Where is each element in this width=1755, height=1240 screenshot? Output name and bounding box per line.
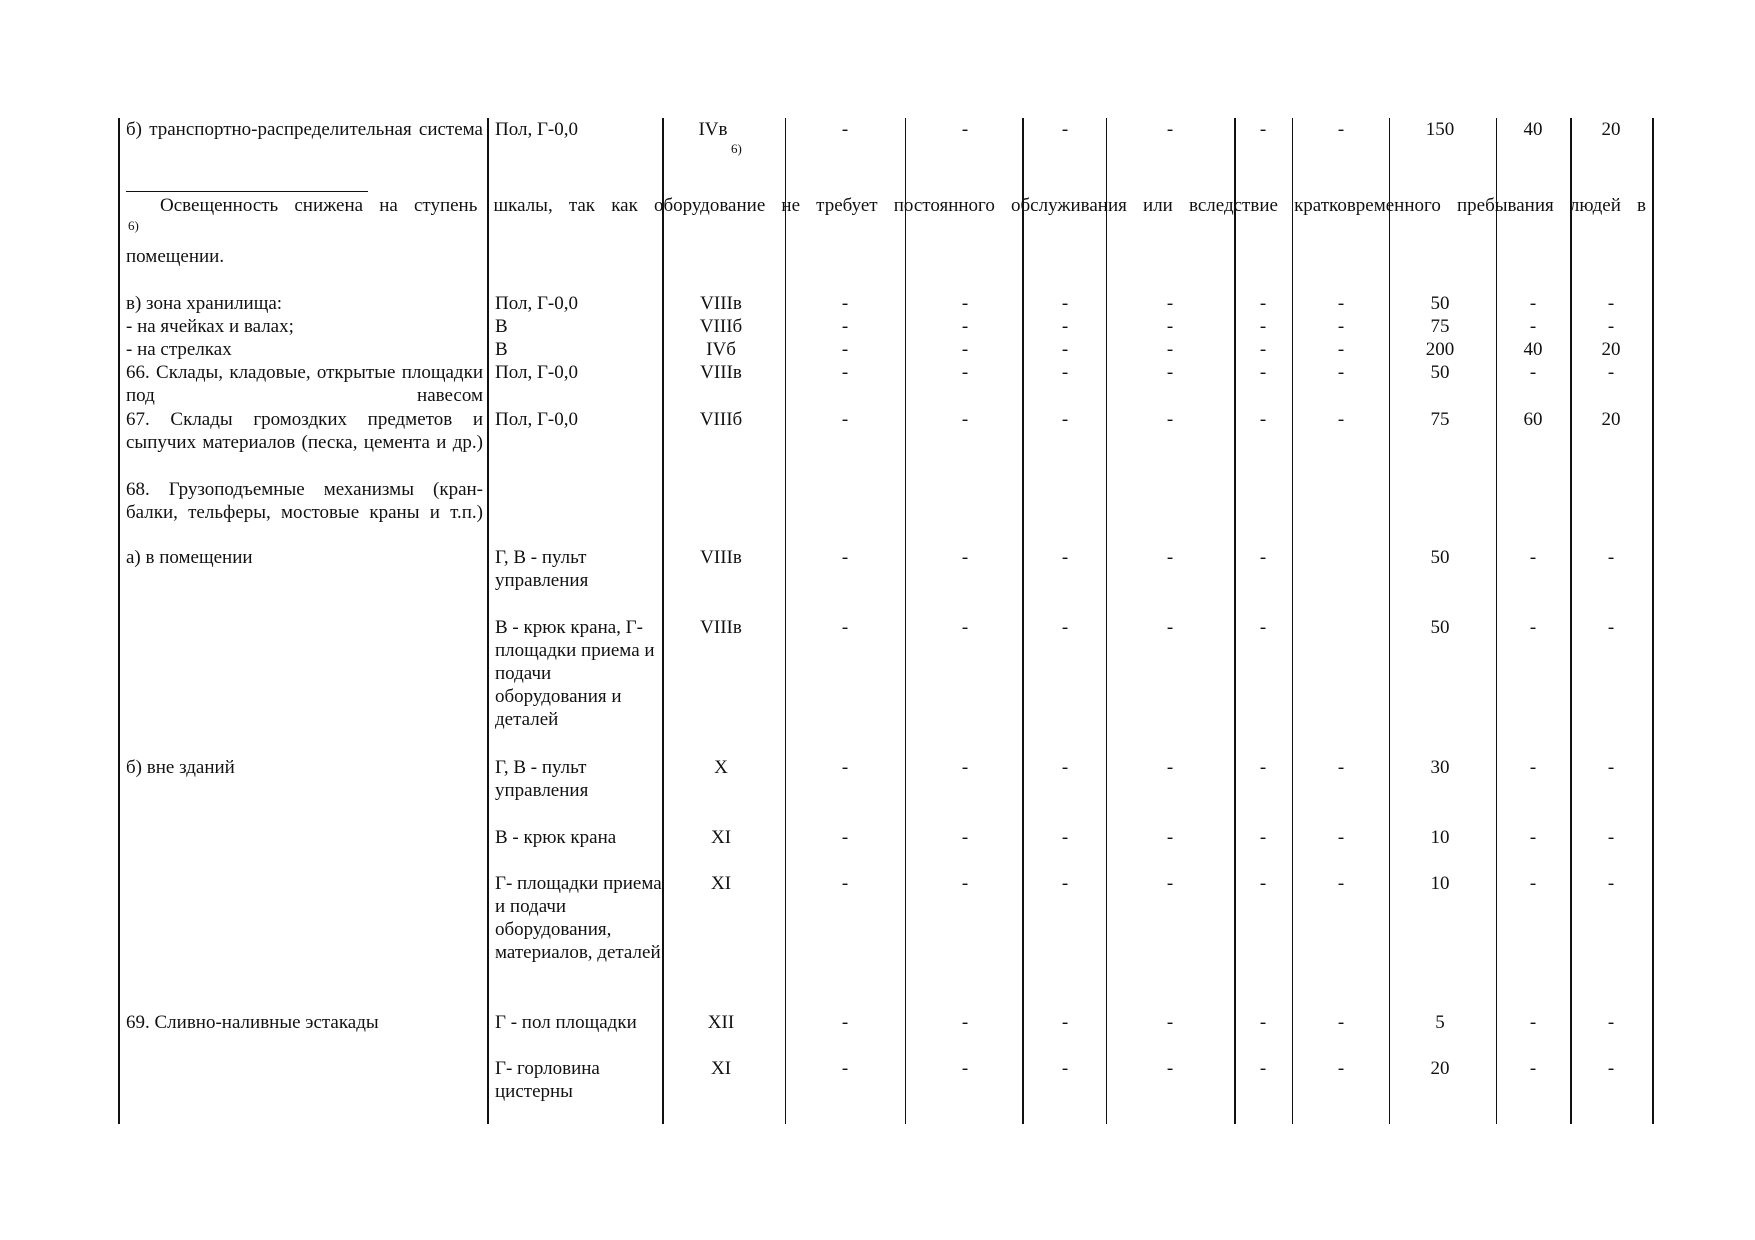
row-value: - — [1259, 617, 1267, 638]
row-value: - — [1337, 362, 1345, 383]
row-value: - — [1166, 339, 1174, 360]
row-value: - — [961, 339, 969, 360]
row-value: - — [841, 409, 849, 430]
row-value: - — [1259, 1058, 1267, 1079]
row-value: - — [1337, 757, 1345, 778]
row-value: 40 — [1523, 339, 1543, 360]
row-label: а) в помещении — [126, 547, 253, 568]
row-value: - — [1061, 362, 1069, 383]
row-label: - на ячейках и валах; — [126, 316, 294, 337]
row-value: 200 — [1425, 339, 1455, 360]
row-value: - — [1337, 827, 1345, 848]
row-value: - — [961, 293, 969, 314]
table-border-left — [118, 118, 120, 1124]
row-value: - — [1166, 873, 1174, 894]
row-value: - — [1166, 119, 1174, 140]
row-value: - — [1166, 617, 1174, 638]
row-value: - — [1061, 873, 1069, 894]
row-value: - — [961, 316, 969, 337]
row-value: - — [841, 1012, 849, 1033]
row-value: - — [961, 547, 969, 568]
row-value: - — [961, 617, 969, 638]
row-value: 20 — [1430, 1058, 1450, 1079]
row-value: - — [1337, 409, 1345, 430]
row-mount: Г- горловина цистерны — [495, 1058, 600, 1102]
row-class: XI — [710, 827, 732, 848]
row-value: - — [841, 617, 849, 638]
row-value: - — [1607, 1012, 1615, 1033]
row-mount: В — [495, 339, 508, 360]
row-value: - — [1259, 1012, 1267, 1033]
footnote-mark: 6) — [128, 218, 139, 233]
row-value: - — [1529, 873, 1537, 894]
row-value: - — [961, 362, 969, 383]
row-class: VIIIв — [700, 293, 742, 314]
row-value: - — [1061, 316, 1069, 337]
row-label: 66. Склады, кладовые, открытые площадки под навесом — [126, 362, 483, 406]
row-value: - — [1166, 1012, 1174, 1033]
row-mount: Г, В - пульт управления — [495, 757, 589, 801]
row-mount: Пол, Г-0,0 — [495, 409, 579, 430]
row-value: - — [1607, 316, 1615, 337]
row-value: - — [961, 409, 969, 430]
row-value: 50 — [1430, 362, 1450, 383]
row-value: - — [1259, 362, 1267, 383]
row-value: - — [1607, 617, 1615, 638]
row-value: - — [1607, 757, 1615, 778]
row-value: 20 — [1601, 119, 1621, 140]
row-value: 150 — [1425, 119, 1455, 140]
row-value: - — [1259, 409, 1267, 430]
footnote-ref: 6) — [731, 141, 742, 156]
row-value: - — [841, 547, 849, 568]
row-value: - — [1061, 409, 1069, 430]
row-value: - — [961, 757, 969, 778]
row-mount: Пол, Г-0,0 — [495, 293, 579, 314]
row-value: - — [1259, 119, 1267, 140]
row-value: - — [1259, 547, 1267, 568]
row-value: 75 — [1430, 409, 1450, 430]
row-value: 10 — [1430, 873, 1450, 894]
row-value: - — [1259, 339, 1267, 360]
row-class: VIIIв — [700, 362, 742, 383]
row-value: 30 — [1430, 757, 1450, 778]
row-value: - — [1529, 547, 1537, 568]
row-value: - — [1259, 316, 1267, 337]
row-value: - — [1529, 1058, 1537, 1079]
column-divider — [785, 118, 786, 1124]
row-value: - — [1061, 1058, 1069, 1079]
row-value: - — [1166, 1058, 1174, 1079]
row-value: - — [1607, 827, 1615, 848]
row-value: - — [841, 1058, 849, 1079]
row-value: - — [1337, 873, 1345, 894]
row-value: - — [961, 1012, 969, 1033]
row-value: - — [1166, 827, 1174, 848]
row-value: - — [1529, 362, 1537, 383]
row-value: - — [841, 757, 849, 778]
row-class: IVб — [706, 339, 736, 360]
row-value: 5 — [1435, 1012, 1445, 1033]
row-value: - — [961, 873, 969, 894]
row-value: - — [1529, 316, 1537, 337]
row-mount: Пол, Г-0,0 — [495, 119, 579, 140]
row-value: - — [1337, 293, 1345, 314]
row-class: VIIIв — [700, 547, 742, 568]
column-divider — [1022, 118, 1024, 1124]
row-mount: Пол, Г-0,0 — [495, 362, 579, 383]
row-value: - — [1337, 1058, 1345, 1079]
column-divider — [1292, 118, 1293, 1124]
row-class: VIIIб — [699, 409, 743, 430]
row-value: 50 — [1430, 617, 1450, 638]
row-value: - — [1607, 1058, 1615, 1079]
row-value: 50 — [1430, 547, 1450, 568]
row-value: 50 — [1430, 293, 1450, 314]
row-label: в) зона хранилища: — [126, 293, 283, 314]
row-class: XI — [710, 1058, 732, 1079]
row-class: VIIIв — [700, 617, 742, 638]
row-value: - — [1337, 339, 1345, 360]
row-value: 10 — [1430, 827, 1450, 848]
row-mount: В - крюк крана, Г- площадки приема и подачи оборудования и деталей — [495, 617, 655, 730]
row-mount: Г- площадки приема и подачи оборудования, материалов, деталей — [495, 873, 662, 963]
row-value: - — [841, 119, 849, 140]
row-value: - — [1529, 757, 1537, 778]
row-value: - — [1607, 873, 1615, 894]
row-value: - — [1166, 547, 1174, 568]
row-label: 67. Склады громоздких предметов и сыпучих материалов (песка, цемента и др.) — [126, 409, 483, 453]
row-value: - — [1061, 757, 1069, 778]
row-value: - — [1259, 293, 1267, 314]
row-value: - — [1529, 1012, 1537, 1033]
row-value: - — [961, 827, 969, 848]
row-value: - — [1061, 827, 1069, 848]
row-value: - — [1166, 757, 1174, 778]
row-value: - — [841, 873, 849, 894]
row-value: - — [1337, 316, 1345, 337]
row-class: IVв — [698, 119, 728, 140]
column-divider — [1570, 118, 1572, 1124]
row-label: б) транспортно-распределительная система — [126, 119, 483, 140]
row-value: - — [1259, 757, 1267, 778]
row-value: - — [1166, 293, 1174, 314]
row-value: 20 — [1601, 339, 1621, 360]
row-label: 68. Грузоподъемные механизмы (кран-балки, тельферы, мостовые краны и т.п.) — [126, 479, 483, 523]
row-label: - на стрелках — [126, 339, 232, 360]
column-divider — [905, 118, 906, 1124]
column-divider — [1389, 118, 1390, 1124]
footnote-rule — [126, 191, 368, 192]
row-value: - — [961, 119, 969, 140]
row-mount: Г - пол площадки — [495, 1012, 637, 1033]
row-value: - — [1607, 293, 1615, 314]
row-value: 75 — [1430, 316, 1450, 337]
row-label: 69. Сливно-наливные эстакады — [126, 1012, 379, 1033]
row-value: - — [1529, 617, 1537, 638]
row-value: - — [1529, 293, 1537, 314]
row-value: - — [841, 827, 849, 848]
row-value: - — [961, 1058, 969, 1079]
row-value: - — [1061, 547, 1069, 568]
row-value: - — [1259, 827, 1267, 848]
row-value: - — [1061, 119, 1069, 140]
row-value: - — [841, 362, 849, 383]
row-class: VIIIб — [699, 316, 743, 337]
row-value: - — [1166, 362, 1174, 383]
column-divider — [1106, 118, 1107, 1124]
footnote-text: Освещенность снижена на ступень шкалы, так как оборудование не требует постоянного обслуживания или вследствие кратковременного пребывания людей в — [160, 195, 1646, 216]
row-value: - — [1337, 119, 1345, 140]
row-value: - — [841, 339, 849, 360]
table-border-right — [1652, 118, 1654, 1124]
row-mount: Г, В - пульт управления — [495, 547, 589, 591]
row-value: - — [1529, 827, 1537, 848]
footnote-text-continued: помещении. — [126, 246, 225, 267]
row-value: - — [1337, 1012, 1345, 1033]
row-value: - — [1166, 316, 1174, 337]
row-label: б) вне зданий — [126, 757, 235, 778]
row-value: - — [841, 316, 849, 337]
row-value: - — [1607, 362, 1615, 383]
row-value: - — [1061, 617, 1069, 638]
column-divider — [1234, 118, 1236, 1124]
row-value: - — [841, 293, 849, 314]
row-mount: В — [495, 316, 508, 337]
row-value: - — [1607, 547, 1615, 568]
column-divider — [487, 118, 489, 1124]
row-value: 20 — [1601, 409, 1621, 430]
row-value: - — [1166, 409, 1174, 430]
row-class: XII — [707, 1012, 735, 1033]
column-divider — [1496, 118, 1497, 1124]
row-value: 40 — [1523, 119, 1543, 140]
row-class: XI — [710, 873, 732, 894]
row-value: - — [1061, 293, 1069, 314]
row-value: - — [1061, 1012, 1069, 1033]
row-value: - — [1259, 873, 1267, 894]
row-value: 60 — [1523, 409, 1543, 430]
row-class: X — [714, 757, 728, 778]
row-value: - — [1061, 339, 1069, 360]
row-mount: В - крюк крана — [495, 827, 617, 848]
